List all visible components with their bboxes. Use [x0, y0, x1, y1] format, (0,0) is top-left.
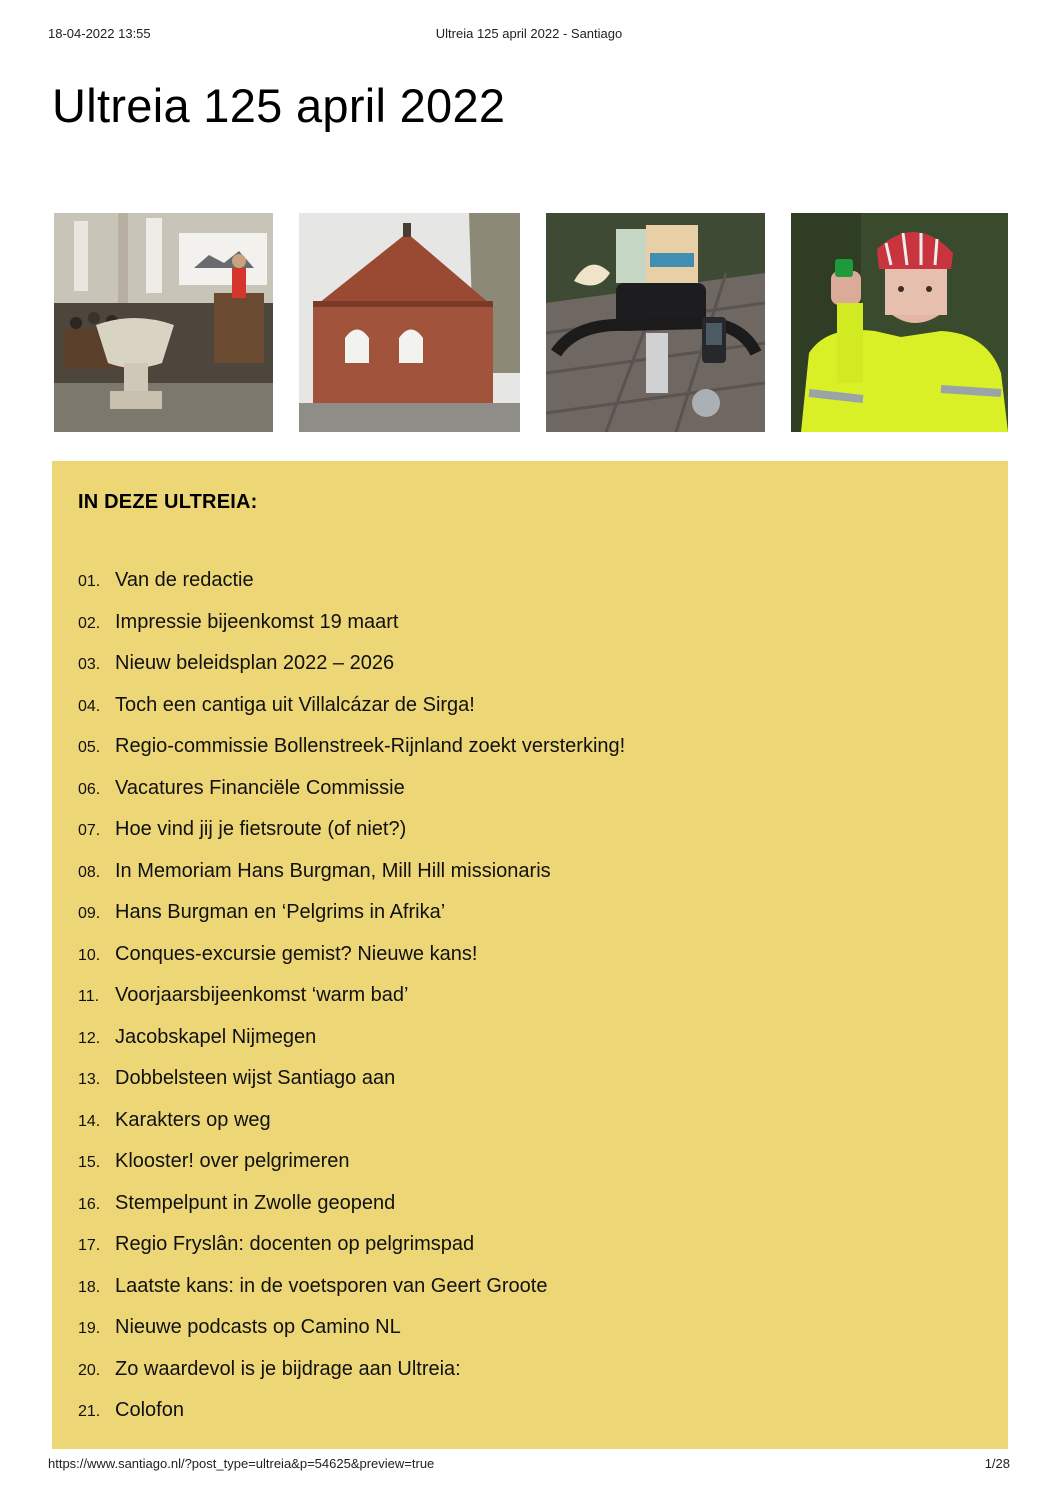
- toc-item-number: 04.: [78, 697, 101, 715]
- toc-item-title[interactable]: Hans Burgman en ‘Pelgrims in Afrika’: [115, 901, 446, 923]
- toc-item-title[interactable]: Regio-commissie Bollenstreek-Rijnland zoekt versterking!: [115, 735, 626, 757]
- toc-item-title[interactable]: In Memoriam Hans Burgman, Mill Hill missionaris: [115, 859, 551, 882]
- toc-item-number: 19.: [78, 1320, 101, 1337]
- bicycle-handlebar-photo[interactable]: [546, 213, 765, 432]
- toc-item[interactable]: [78, 1316, 625, 1358]
- toc-item-title[interactable]: Colofon: [115, 1399, 184, 1421]
- toc-item-number: 01.: [78, 573, 101, 590]
- toc-item-title[interactable]: Zo waardevol is je bijdrage aan Ultreia:: [115, 1357, 461, 1380]
- toc-item[interactable]: [78, 860, 625, 902]
- toc-item[interactable]: [78, 611, 625, 653]
- toc-item[interactable]: [78, 694, 625, 736]
- article-title: Ultreia 125 april 2022: [52, 79, 506, 132]
- toc-item-title[interactable]: Toch een cantiga uit Villalcázar de Sirga!: [115, 693, 475, 716]
- toc-item-title[interactable]: Dobbelsteen wijst Santiago aan: [115, 1067, 396, 1089]
- toc-item-title[interactable]: Nieuw beleidsplan 2022 – 2026: [115, 652, 395, 674]
- print-page-title: Ultreia 125 april 2022 - Santiago: [435, 26, 623, 41]
- toc-item-title[interactable]: Voorjaarsbijeenkomst ‘warm bad’: [115, 984, 409, 1006]
- toc-item-number: 03.: [78, 656, 101, 673]
- print-url: https://www.santiago.nl/?post_type=ultreia&p=54625&preview=true: [48, 1456, 435, 1471]
- toc-item-number: 20.: [78, 1361, 101, 1379]
- toc-item[interactable]: [78, 1358, 625, 1400]
- toc-item-title[interactable]: Klooster! over pelgrimeren: [115, 1150, 350, 1172]
- toc-item[interactable]: [78, 818, 625, 860]
- toc-item[interactable]: [78, 984, 625, 1026]
- toc-item-title[interactable]: Impressie bijeenkomst 19 maart: [115, 610, 399, 633]
- toc-item-number: 17.: [78, 1237, 101, 1254]
- toc-item-title[interactable]: Jacobskapel Nijmegen: [115, 1025, 317, 1048]
- toc-item-number: 06.: [78, 780, 101, 798]
- toc-list: [78, 569, 625, 1441]
- table-of-contents: [52, 461, 1008, 1449]
- cyclist-with-die-photo[interactable]: [791, 213, 1008, 432]
- toc-item-number: 05.: [78, 739, 101, 756]
- toc-item[interactable]: [78, 1026, 625, 1068]
- toc-item-title[interactable]: Karakters op weg: [115, 1108, 271, 1131]
- toc-item-title[interactable]: Conques-excursie gemist? Nieuwe kans!: [115, 942, 478, 965]
- toc-item[interactable]: [78, 777, 625, 819]
- print-datetime: 18-04-2022 13:55: [48, 26, 151, 41]
- toc-item[interactable]: [78, 943, 625, 985]
- page-indicator: 1/28: [984, 1456, 1010, 1471]
- toc-item[interactable]: [78, 1275, 625, 1317]
- toc-item[interactable]: [78, 735, 625, 777]
- toc-item-number: 11.: [78, 988, 100, 1005]
- toc-item-number: 18.: [78, 1278, 101, 1296]
- toc-item[interactable]: [78, 1399, 625, 1441]
- toc-item[interactable]: [78, 569, 625, 611]
- toc-item[interactable]: [78, 1150, 625, 1192]
- toc-item[interactable]: [78, 1233, 625, 1275]
- toc-item-title[interactable]: Vacatures Financiële Commissie: [115, 776, 405, 799]
- toc-item-number: 15.: [78, 1154, 101, 1171]
- toc-item-title[interactable]: Van de redactie: [115, 569, 254, 591]
- toc-item[interactable]: [78, 1109, 625, 1151]
- toc-item-number: 09.: [78, 905, 101, 922]
- toc-item-number: 12.: [78, 1029, 101, 1047]
- toc-item-number: 14.: [78, 1112, 101, 1130]
- toc-item-title[interactable]: Nieuwe podcasts op Camino NL: [115, 1316, 401, 1338]
- toc-item-number: 08.: [78, 863, 101, 881]
- toc-item-title[interactable]: Stempelpunt in Zwolle geopend: [115, 1191, 396, 1214]
- toc-item-title[interactable]: Laatste kans: in de voetsporen van Geert Groote: [115, 1274, 548, 1297]
- toc-item[interactable]: [78, 1192, 625, 1234]
- toc-item-number: 13.: [78, 1071, 101, 1088]
- toc-item-number: 10.: [78, 946, 101, 964]
- toc-item-number: 07.: [78, 822, 101, 839]
- toc-item[interactable]: [78, 901, 625, 943]
- toc-item[interactable]: [78, 652, 625, 694]
- toc-item-number: 02.: [78, 614, 101, 632]
- toc-item[interactable]: [78, 1067, 625, 1109]
- chapel-exterior-photo[interactable]: [299, 213, 520, 432]
- toc-heading: IN DEZE ULTREIA:: [78, 491, 258, 513]
- toc-item-number: 21.: [78, 1403, 101, 1420]
- toc-item-title[interactable]: Hoe vind jij je fietsroute (of niet?): [115, 818, 407, 840]
- church-interior-photo[interactable]: [54, 213, 273, 432]
- toc-item-title[interactable]: Regio Fryslân: docenten op pelgrimspad: [115, 1233, 475, 1255]
- toc-item-number: 16.: [78, 1195, 101, 1213]
